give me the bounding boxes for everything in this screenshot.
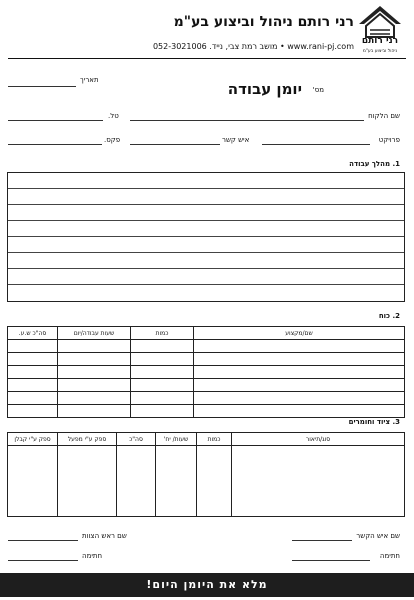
manpower-table: [7, 326, 405, 418]
equipment-table: [7, 432, 405, 517]
table-cell[interactable]: [194, 340, 405, 353]
signature-field-left[interactable]: [8, 560, 78, 561]
table-cell[interactable]: [58, 446, 117, 517]
table-cell[interactable]: [8, 366, 58, 379]
company-logo: [356, 4, 404, 54]
logo-subtitle: ניהול וביצוע בע"מ: [362, 49, 398, 54]
table-cell[interactable]: [58, 366, 131, 379]
table-cell[interactable]: [8, 392, 58, 405]
date-field[interactable]: [8, 86, 76, 87]
table-cell[interactable]: [8, 405, 58, 418]
company-name: רני רותם ניהול וביצוע בע"מ: [173, 14, 354, 30]
contact-name-field[interactable]: [292, 540, 352, 541]
table-cell[interactable]: [58, 379, 131, 392]
team-leader-label: שם ראש הצוות: [82, 532, 127, 540]
column-header: שעות/ יח': [156, 433, 197, 446]
table-cell[interactable]: [194, 353, 405, 366]
table-cell[interactable]: [131, 366, 194, 379]
date-label: תאריך: [80, 76, 99, 84]
column-header: שעות עבודה/יום: [58, 327, 131, 340]
house-logo-icon: [356, 4, 404, 38]
phone-label: טל.: [108, 112, 119, 120]
table-row[interactable]: [8, 366, 405, 379]
table-cell[interactable]: [58, 392, 131, 405]
client-label: שם הלקוח: [368, 112, 400, 120]
work-log-line[interactable]: [8, 205, 404, 221]
section-manpower-title: 2. כוח: [378, 312, 400, 320]
fax-label: פקס.: [104, 136, 121, 144]
footer-banner: מלא את היומן היום!: [0, 573, 414, 597]
table-cell[interactable]: [156, 446, 197, 517]
column-header: ספק ע"י מפעל: [58, 433, 117, 446]
section-equipment-title: 3. ציוד וחומרים: [348, 418, 400, 426]
table-cell[interactable]: [232, 446, 405, 517]
signature-label-left: חתימה: [82, 552, 103, 560]
work-log-line[interactable]: [8, 221, 404, 237]
client-field[interactable]: [130, 120, 364, 121]
work-log-area[interactable]: [7, 172, 405, 302]
phone-field[interactable]: [8, 120, 103, 121]
table-cell[interactable]: [194, 379, 405, 392]
table-cell[interactable]: [197, 446, 232, 517]
header-divider: [8, 58, 406, 59]
table-cell[interactable]: [194, 366, 405, 379]
company-contact: מושב רמת צבי, נייד. 052-3021006 • www.rani-pj.com: [152, 42, 354, 51]
table-cell[interactable]: [8, 353, 58, 366]
column-header: ספק ע"י קבלן: [8, 433, 58, 446]
table-header-row: [8, 433, 405, 446]
signature-label-right: חתימה: [379, 552, 400, 560]
table-row[interactable]: [8, 340, 405, 353]
table-cell[interactable]: [8, 340, 58, 353]
signature-field-right[interactable]: [292, 560, 370, 561]
table-cell[interactable]: [131, 405, 194, 418]
column-header: כמות: [131, 327, 194, 340]
table-cell[interactable]: [58, 353, 131, 366]
table-row[interactable]: [8, 392, 405, 405]
project-field[interactable]: [262, 144, 370, 145]
table-row[interactable]: [8, 353, 405, 366]
table-cell[interactable]: [8, 379, 58, 392]
column-header: סה"כ ש.ע.: [8, 327, 58, 340]
table-cell[interactable]: [8, 446, 58, 517]
work-log-line[interactable]: [8, 253, 404, 269]
work-log-line[interactable]: [8, 189, 404, 205]
section-work-title: 1. מהלך עבודה: [349, 160, 400, 168]
column-header: סה"כ: [117, 433, 156, 446]
contact-name-label: שם איש הקשר: [356, 532, 400, 540]
column-header: כמות: [197, 433, 232, 446]
fax-field[interactable]: [8, 144, 102, 145]
table-cell[interactable]: [131, 392, 194, 405]
work-log-line[interactable]: [8, 285, 404, 301]
table-cell[interactable]: [131, 340, 194, 353]
table-cell[interactable]: [58, 340, 131, 353]
table-cell[interactable]: [194, 405, 405, 418]
column-header: שם/מקצוע: [194, 327, 405, 340]
table-cell[interactable]: [194, 392, 405, 405]
table-row[interactable]: [8, 405, 405, 418]
project-label: פרויקט: [378, 136, 400, 144]
logo-name: רני רותם: [361, 36, 399, 46]
table-header-row: [8, 327, 405, 340]
table-row[interactable]: [8, 446, 405, 517]
table-cell[interactable]: [58, 405, 131, 418]
work-log-line[interactable]: [8, 269, 404, 285]
table-cell[interactable]: [131, 353, 194, 366]
contact-person-label: איש קשר: [222, 136, 250, 144]
column-header: סוג/תיאור: [232, 433, 405, 446]
table-cell[interactable]: [117, 446, 156, 517]
table-cell[interactable]: [131, 379, 194, 392]
document-title: יומן עבודה: [227, 80, 302, 98]
contact-person-field[interactable]: [130, 144, 220, 145]
work-log-line[interactable]: [8, 237, 404, 253]
document-number-label: מס': [312, 86, 324, 94]
table-row[interactable]: [8, 379, 405, 392]
work-log-line[interactable]: [8, 173, 404, 189]
team-leader-field[interactable]: [8, 540, 78, 541]
